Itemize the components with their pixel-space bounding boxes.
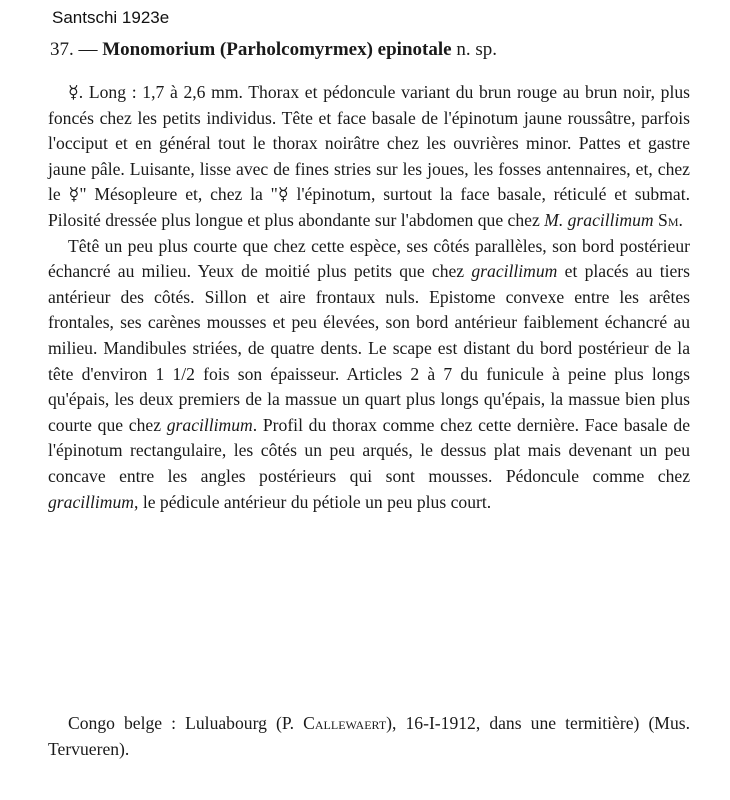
text-run: ☿. Long : 1,7 à 2,6 mm. Thorax et pédoncule variant du brun rouge au brun noir, plus foncés chez les petits individus. Tête et face basale de l'épinotum jaune roussâtre, parfois l'occiput et en général tout le thorax noirâtre chez les ouvrières minor. Pattes et gastre jaune pâle. Luisante, lisse avec de fines stries sur les joues, les fosses antennaires, et, chez le ☿" Mésopleure et, chez la "☿ l'épinotum, surtout la face basale, réticulé et submat. Pilosité dressée plus longue et plus abondante sur l'abdomen que chez bbox=[48, 82, 690, 230]
small-caps-name: Callewaert bbox=[303, 713, 387, 733]
locality-block bbox=[48, 711, 690, 762]
description-body bbox=[48, 80, 690, 515]
text-run: . Profil du thorax comme chez cette dernière. Face basale de l'épinotum rectangulaire, les côtés un peu arqués, le dessus plat mais devenant un peu concave entre les angles postérieurs qui sont mousses. Pédoncule comme chez bbox=[48, 414, 690, 486]
text-run: . bbox=[678, 209, 683, 230]
italic-taxon: gracillimum bbox=[48, 491, 135, 512]
species-status: n. sp. bbox=[456, 39, 497, 60]
species-name: Monomorium (Parholcomyrmex) epinotale bbox=[102, 39, 452, 60]
italic-taxon: gracillimum bbox=[471, 261, 558, 282]
small-caps-name: Sm bbox=[658, 209, 679, 230]
locality-text bbox=[48, 711, 690, 762]
source-citation: Santschi 1923e bbox=[52, 8, 170, 27]
paragraph-worker-description bbox=[48, 80, 690, 234]
text-run: et placés au tiers antérieur des côtés. Sillon et aire frontaux nuls. Epistome convexe entre les arêtes frontales, ses carènes mousses et peu élevées, son bord antérieur faiblement échancré au milieu. Mandibules striées, de quatre dents. Le scape est distant du bord postérieur de la tête d'environ 1 1/2 fois son épaisseur. Articles 2 à 7 du funicule à peine plus longs qu'épais, les deux premiers de la massue un quart plus longs qu'épais, la massue bien plus courte que chez bbox=[48, 261, 690, 435]
species-number: 37. bbox=[50, 39, 74, 60]
text-run: , le pédicule antérieur du pétiole un peu plus court. bbox=[134, 491, 492, 512]
italic-taxon: gracillimum bbox=[166, 414, 253, 435]
text-run: ), 16-I-1912, dans une termitière) (Mus. Tervueren). bbox=[48, 713, 690, 759]
italic-taxon: M. gracillimum bbox=[544, 209, 654, 230]
text-run: Têtê un peu plus courte que chez cette espèce, ses côtés parallèles, son bord postérieur échancré au milieu. Yeux de moitié plus petits que chez bbox=[48, 235, 690, 282]
species-heading bbox=[50, 38, 700, 62]
paragraph-head-description bbox=[48, 234, 690, 516]
text-run: Congo belge : Luluabourg (P. bbox=[68, 713, 304, 733]
heading-dash: — bbox=[78, 39, 98, 60]
